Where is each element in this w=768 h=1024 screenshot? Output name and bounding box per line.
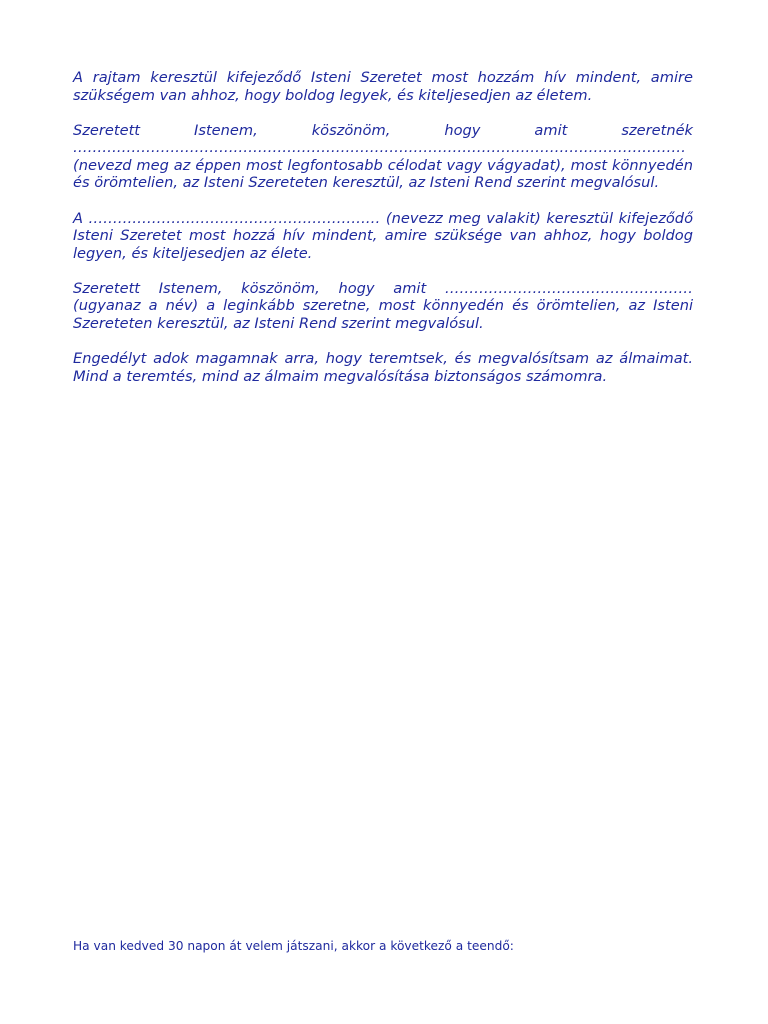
paragraph-5: Engedélyt adok magamnak arra, hogy teremtsek, és megvalósítsam az álmaimat. Mind a teremtés, mind az álmaim megvalósítása biztonságos számomra. — [73, 350, 693, 385]
paragraph-1: A rajtam keresztül kifejeződő Isteni Szeretet most hozzám hív mindent, amire szükségem van ahhoz, hogy boldog legyek, és kiteljesedjen az életem. — [73, 69, 693, 104]
paragraph-2: Szeretett Istenem, köszönöm, hogy amit szeretnék ………………………………………………………………………………………………………………(nevezd meg az éppen most legfontosabb célodat vagy vágyadat), most könnyedén és örömtelien, az Isteni Szereteten keresztül, az Isteni Rend szerint megvalósul. — [73, 121, 693, 192]
paragraph-3: A …………………………………………………… (nevezz meg valakit) keresztül kifejeződő Isteni Szeretet most hozzá hív mindent, amire szüksége van ahhoz, hogy boldog legyen, és kiteljesedjen az élete. — [73, 209, 693, 262]
affirmations-body — [73, 69, 693, 403]
paragraph-4: Szeretett Istenem, köszönöm, hogy amit …………………………………………… (ugyanaz a név) a leginkább szeretne, most könnyedén és örömtelien, az Isteni Szereteten keresztül, az Isteni Rend szerint megvalósul. — [73, 279, 693, 333]
footer-instruction: Ha van kedved 30 napon át velem játszani, akkor a következő a teendő: — [73, 939, 514, 953]
